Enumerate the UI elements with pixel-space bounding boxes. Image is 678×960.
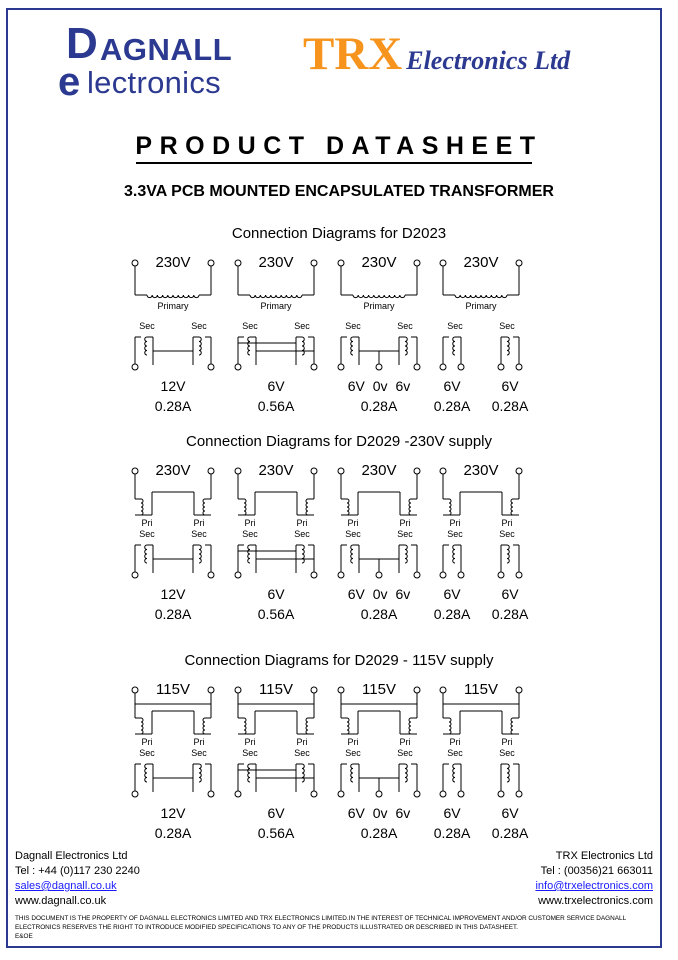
section-heading-d2029-115v: Connection Diagrams for D2029 - 115V supply [184,652,494,669]
supply-voltage-label: 230V [258,462,294,479]
primary-winding [147,295,199,298]
footer-dagnall-web[interactable]: www.dagnall.co.uk [15,895,107,907]
primary-label: Pri [141,518,153,528]
secondary-winding-left [453,545,455,563]
output-voltage: 6V [501,378,519,394]
output-terminal [516,364,522,370]
output-terminal [376,791,382,797]
output-terminal [235,572,241,578]
trx-logo-mark: TRX [303,28,403,80]
output-terminal [208,791,214,797]
primary-terminal [311,468,317,474]
output-voltage: 6V [443,378,461,394]
output-current: 0.56A [257,398,295,414]
primary-terminal [516,687,522,693]
secondary-winding-left [145,764,147,782]
primary-terminal [132,687,138,693]
secondary-label: Sec [345,321,361,331]
primary-terminal [440,260,446,266]
trx-logo-text: Electronics Ltd [406,46,571,75]
secondary-label: Sec [191,321,207,331]
supply-voltage-label: 115V [362,681,396,698]
primary-label: Pri [193,518,205,528]
page-subtitle: 3.3VA PCB MOUNTED ENCAPSULATED TRANSFORMER [124,183,554,200]
primary-winding-right [203,499,205,515]
primary-label: Pri [347,518,359,528]
primary-terminal [440,468,446,474]
primary-terminal [440,687,446,693]
output-voltage: 6V [267,586,285,602]
output-voltage: 6V [501,586,519,602]
secondary-label: Sec [447,748,463,758]
primary-winding-left [449,499,451,515]
output-terminal [440,364,446,370]
footer-dagnall [15,849,140,909]
primary-winding-right [306,718,308,734]
secondary-label: Sec [397,529,413,539]
output-voltage: 6V [443,805,461,821]
supply-voltage-label: 230V [361,254,397,271]
primary-winding-left [347,718,349,734]
secondary-winding-right [199,545,201,563]
legal-notice [15,914,660,941]
output-terminal [440,572,446,578]
primary-winding-right [511,499,513,515]
secondary-winding-right [405,545,407,563]
output-terminal [458,791,464,797]
primary-label: Pri [244,518,256,528]
footer-dagnall-email[interactable]: sales@dagnall.co.uk [15,880,117,892]
primary-terminal [311,687,317,693]
secondary-label: Sec [499,529,515,539]
secondary-winding-right [405,764,407,782]
output-terminal [458,572,464,578]
primary-label: Pri [501,737,513,747]
secondary-label: Sec [191,748,207,758]
secondary-winding-left [351,545,353,563]
secondary-label: Sec [191,529,207,539]
primary-label: Pri [399,737,411,747]
primary-label: Primary [260,301,292,311]
primary-label: Primary [465,301,497,311]
output-terminal [132,364,138,370]
secondary-label: Sec [294,748,310,758]
output-terminal [414,572,420,578]
primary-label: Pri [296,518,308,528]
output-current: 0.28A [154,398,192,414]
secondary-label: Sec [139,321,155,331]
secondary-label: Sec [242,321,258,331]
secondary-winding-left [145,545,147,563]
primary-label: Pri [501,518,513,528]
output-terminal [516,572,522,578]
secondary-label: Sec [345,748,361,758]
primary-winding-right [409,718,411,734]
dagnall-logo-lectronics: lectronics [87,65,221,100]
primary-winding-left [141,718,143,734]
output-terminal [208,364,214,370]
primary-terminal [208,260,214,266]
output-terminal [498,364,504,370]
output-voltage: 12V [160,586,186,602]
legal-eoe: E&OE [15,933,33,940]
output-current: 0.28A [491,606,529,622]
footer-dagnall-tel: Tel : +44 (0)117 230 2240 [15,865,140,877]
secondary-winding-right [405,337,407,355]
primary-winding [353,295,405,298]
footer-trx-company: TRX Electronics Ltd [555,850,653,862]
secondary-winding-left [248,337,250,355]
primary-winding [250,295,302,298]
page-title: PRODUCT DATASHEET [135,132,543,160]
primary-terminal [338,260,344,266]
output-voltage: 6V [267,805,285,821]
primary-winding-right [203,718,205,734]
secondary-winding-right [302,337,304,355]
primary-winding-left [244,499,246,515]
secondary-label: Sec [447,529,463,539]
output-voltage: 6V [267,378,285,394]
output-current: 0.56A [257,606,295,622]
primary-winding [455,295,507,298]
secondary-winding-left [248,545,250,563]
primary-terminal [235,468,241,474]
output-voltage: 6V [443,586,461,602]
output-terminal [498,791,504,797]
supply-voltage-label: 230V [258,254,294,271]
dagnall-logo-e: e [58,60,81,104]
primary-terminal [235,260,241,266]
dagnall-logo-d: D [66,19,98,68]
primary-terminal [208,468,214,474]
output-terminal [338,572,344,578]
primary-terminal [338,687,344,693]
output-current: 0.28A [360,398,398,414]
output-voltage: 6V [501,805,519,821]
output-terminal [132,572,138,578]
output-terminal [311,791,317,797]
output-current: 0.28A [491,398,529,414]
footer-trx [535,849,653,909]
secondary-winding-right [302,764,304,782]
primary-winding-left [141,499,143,515]
secondary-winding-left [351,337,353,355]
secondary-winding-left [145,337,147,355]
primary-label: Primary [363,301,395,311]
secondary-winding-right [507,545,509,563]
secondary-winding-right [507,764,509,782]
supply-voltage-label: 115V [259,681,293,698]
output-terminal [376,364,382,370]
output-current: 0.56A [257,825,295,841]
output-current: 0.28A [360,825,398,841]
primary-label: Pri [449,518,461,528]
output-current: 0.28A [433,825,471,841]
secondary-label: Sec [397,748,413,758]
output-voltage: 6V 0v 6v [347,805,411,821]
secondary-label: Sec [294,529,310,539]
primary-terminal [235,687,241,693]
secondary-label: Sec [499,321,515,331]
primary-terminal [208,687,214,693]
output-terminal [132,791,138,797]
legal-text: THIS DOCUMENT IS THE PROPERTY OF DAGNALL ELECTRONICS LIMITED AND TRX ELECTRONICS LIMITED.IN THE INTEREST OF TECHNICAL IMPROVEMENT AND/OR CUSTOMER SERVICE DAGNALL ELECTRONICS RESERVES THE RIGHT TO INTRODUCE MODIFIED SPECIFICATIONS TO ANY OF THE PRODUCTS ILLUSTRATED OR DESCRIBED IN THIS DATASHEET. [15,915,626,931]
output-terminal [338,364,344,370]
footer-trx-web[interactable]: www.trxelectronics.com [538,895,653,907]
supply-voltage-label: 230V [155,462,191,479]
supply-voltage-label: 230V [463,254,499,271]
primary-terminal [516,468,522,474]
secondary-winding-right [302,545,304,563]
secondary-winding-right [199,764,201,782]
primary-terminal [414,468,420,474]
primary-label: Pri [244,737,256,747]
secondary-winding-right [199,337,201,355]
output-terminal [235,791,241,797]
output-voltage: 6V 0v 6v [347,378,411,394]
output-terminal [440,791,446,797]
output-current: 0.28A [433,606,471,622]
secondary-label: Sec [139,748,155,758]
primary-label: Primary [157,301,189,311]
output-terminal [414,364,420,370]
output-terminal [208,572,214,578]
output-terminal [498,572,504,578]
secondary-label: Sec [499,748,515,758]
primary-winding-left [244,718,246,734]
secondary-label: Sec [397,321,413,331]
output-terminal [235,364,241,370]
output-current: 0.28A [154,606,192,622]
output-terminal [458,364,464,370]
output-voltage: 12V [160,378,186,394]
secondary-label: Sec [294,321,310,331]
primary-terminal [132,468,138,474]
primary-winding-left [347,499,349,515]
output-voltage: 6V 0v 6v [347,586,411,602]
primary-label: Pri [399,518,411,528]
primary-winding-right [511,718,513,734]
output-current: 0.28A [154,825,192,841]
secondary-label: Sec [242,529,258,539]
section-heading-d2023: Connection Diagrams for D2023 [231,225,447,242]
secondary-winding-right [507,337,509,355]
secondary-label: Sec [242,748,258,758]
supply-voltage-label: 115V [464,681,498,698]
primary-label: Pri [347,737,359,747]
output-current: 0.28A [433,398,471,414]
supply-voltage-label: 230V [361,462,397,479]
primary-label: Pri [296,737,308,747]
primary-winding-left [449,718,451,734]
primary-label: Pri [141,737,153,747]
output-terminal [311,572,317,578]
footer-trx-tel: Tel : (00356)21 663011 [540,865,653,877]
primary-label: Pri [193,737,205,747]
footer-trx-email[interactable]: info@trxelectronics.com [535,880,653,892]
secondary-label: Sec [139,529,155,539]
output-voltage: 12V [160,805,186,821]
secondary-winding-left [453,337,455,355]
primary-terminal [311,260,317,266]
secondary-winding-left [351,764,353,782]
primary-winding-right [409,499,411,515]
output-terminal [376,572,382,578]
section-heading-d2029-230v: Connection Diagrams for D2029 -230V supply [186,433,492,450]
output-current: 0.28A [360,606,398,622]
output-terminal [311,364,317,370]
primary-terminal [414,260,420,266]
output-current: 0.28A [491,825,529,841]
primary-label: Pri [449,737,461,747]
secondary-label: Sec [345,529,361,539]
secondary-winding-left [453,764,455,782]
output-terminal [338,791,344,797]
secondary-label: Sec [447,321,463,331]
output-terminal [414,791,420,797]
primary-terminal [132,260,138,266]
primary-terminal [516,260,522,266]
secondary-winding-left [248,764,250,782]
footer-dagnall-company: Dagnall Electronics Ltd [15,850,128,862]
supply-voltage-label: 230V [463,462,499,479]
supply-voltage-label: 115V [156,681,190,698]
output-terminal [516,791,522,797]
primary-terminal [338,468,344,474]
primary-terminal [414,687,420,693]
dagnall-logo-agnall: AGNALL [100,32,233,67]
primary-winding-right [306,499,308,515]
supply-voltage-label: 230V [155,254,191,271]
